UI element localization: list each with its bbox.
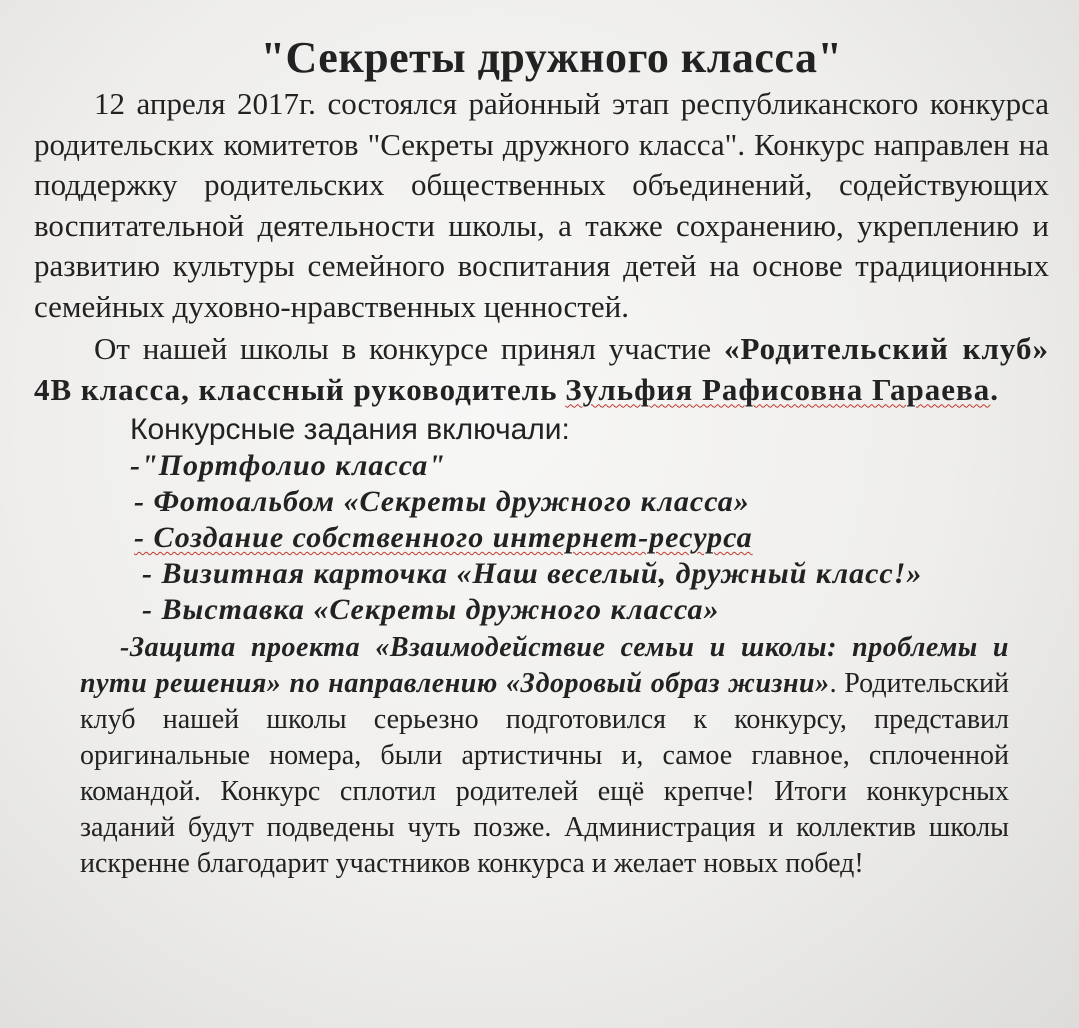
- tasks-intro: Конкурсные задания включали:: [130, 413, 570, 446]
- page-title: "Секреты дружного класса": [260, 33, 843, 82]
- participant-intro: От нашей школы в конкурсе принял участие: [94, 331, 712, 366]
- paragraph-final: [80, 630, 1009, 882]
- participant-club: «Родительский клуб» 4В класса, классный руководитель: [34, 331, 1049, 407]
- task-item-internet-resource: - Создание собственного интернет-ресурса: [134, 521, 753, 554]
- task-item-exhibition: - Выставка «Секреты дружного класса»: [142, 593, 720, 626]
- teacher-name: Зульфия Рафисовна Гараева: [565, 371, 991, 407]
- task-item-portfolio: -"Портфолио класса": [130, 449, 446, 482]
- task-item-business-card: - Визитная карточка «Наш веселый, дружный класс!»: [142, 557, 923, 590]
- final-text: . Родительский клуб нашей школы серьезно подготовился к конкурсу, представил оригинальные номера, были артистичны и, самое главное, сплоченной командой. Конкурс сплотил родителей ещё крепче! Итоги конкурсных заданий будут подведены чуть позже. Администрация и коллектив школы искренне благодарит участников конкурса и желает новых побед!: [80, 668, 1009, 879]
- task-item-photoalbum: - Фотоальбом «Секреты дружного класса»: [134, 485, 750, 518]
- participant-end: .: [990, 371, 1000, 407]
- paragraph-intro: 12 апреля 2017г. состоялся районный этап республиканского конкурса родительских комитетов "Секреты дружного класса". Конкурс направлен на поддержку родительских общественных объединений, содействующих воспитательной деятельности школы, а также сохранению, укреплению и развитию культуры семейного воспитания детей на основе традиционных семейных духовно-нравственных ценностей.: [34, 86, 1049, 324]
- paragraph-participant: [34, 329, 1049, 410]
- project-defense: -Защита проекта «Взаимодействие семьи и школы: проблемы и пути решения» по направлению «Здоровый образ жизни»: [80, 632, 1009, 699]
